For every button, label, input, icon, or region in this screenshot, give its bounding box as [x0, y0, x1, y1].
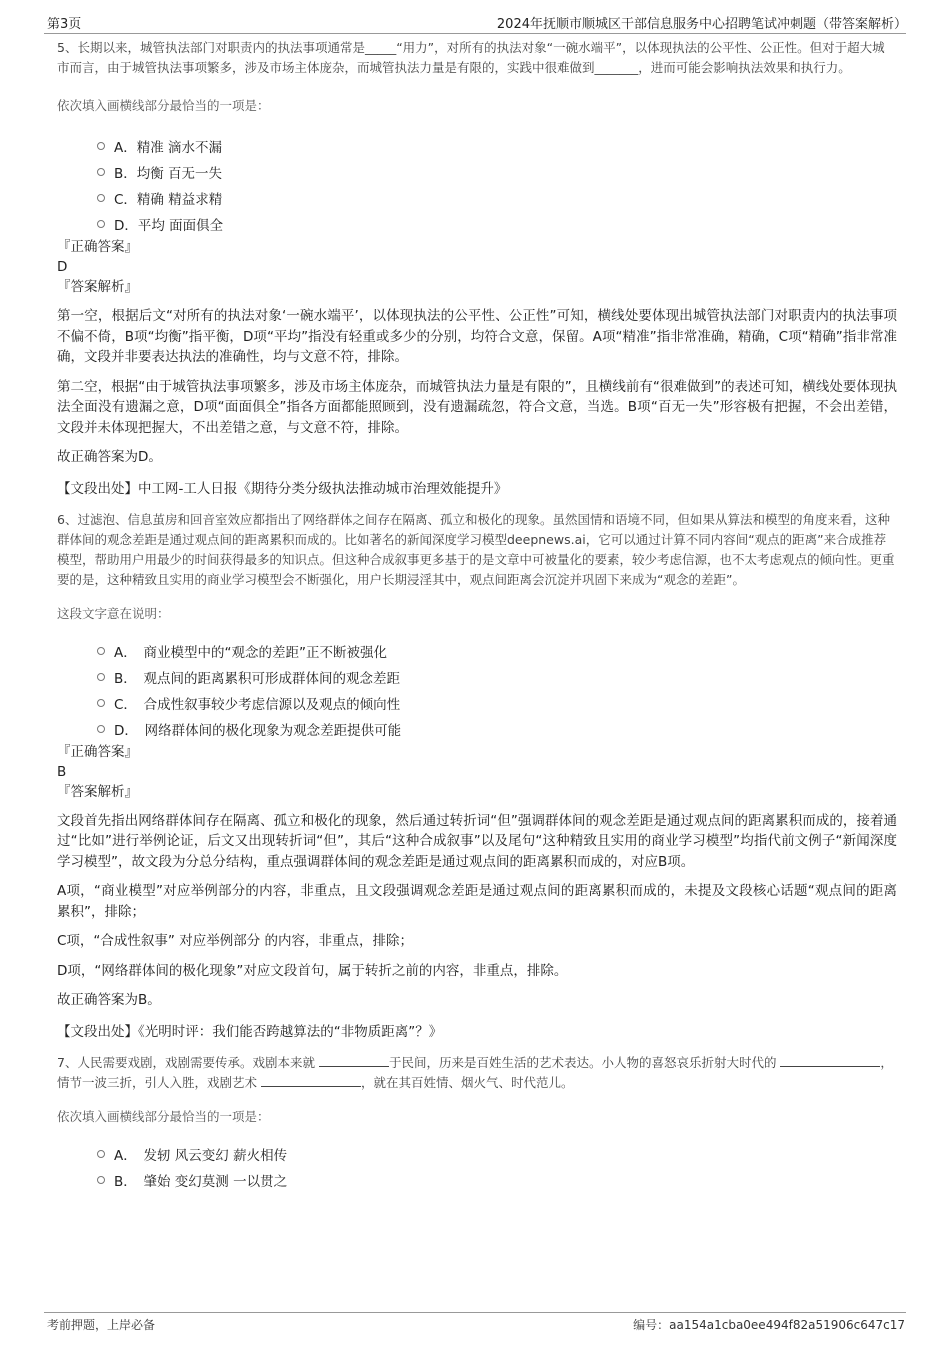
- option-c[interactable]: C．精确 精益求精: [57, 185, 897, 211]
- question-6-stem: 6、过滤泡、信息茧房和回音室效应都指出了网络群体之间存在隔离、孤立和极化的现象。虽然国情和语境不同，但如果从算法和模型的角度来看，这种群体间的观念差距是通过观点间的距离累积而成的。比如著名的新闻深度学习模型deepnews.ai，它可以通过计算不同内容间“观点的距离”来合成推荐模型，帮助用户用最少的时间获得最多的知识点。但这种合成叙事更多基于的是文章中可被量化的要素，较少考虑信源，也不太考虑观点的倾向性。更重要的是，这种精致且实用的商业学习模型会不断强化，用户长期浸淫其中，观点间距离会沉淀并巩固下来成为“观念的差距”。: [57, 511, 895, 587]
- document-id: 编号：aa154a1cba0ee494f82a51906c647c17: [633, 1318, 905, 1332]
- radio-icon[interactable]: [97, 142, 105, 150]
- radio-icon[interactable]: [97, 699, 105, 707]
- radio-icon[interactable]: [97, 725, 105, 733]
- analysis-paragraph: A项，“商业模型”对应举例部分的内容，非重点，且文段强调观念差距是通过观点间的距离累积而成的，未提及文段核心话题“观点间的距离累积”，排除；: [57, 883, 897, 920]
- question-7-options: [57, 1141, 897, 1193]
- correct-answer: B: [57, 763, 67, 780]
- analysis-label: 『答案解析』: [57, 783, 138, 800]
- footer-slogan: 考前押题，上岸必备: [47, 1318, 156, 1332]
- question-5-instruction: 依次填入画横线部分最恰当的一项是：: [57, 98, 270, 113]
- analysis-paragraph: 第一空，根据后文“对所有的执法对象‘一碗水端平’，以体现执法的公平性、公正性”可知，横线处要体现出城管执法部门对职责内的执法事项不偏不倚，B项“均衡”指平衡，D项“平均”指没有轻重或多少的分别，均符合文意，保留。A项“精准”指非常准确，精确，C项“精确”指非常准确，文段并非要表达执法的准确性，均与文意不符，排除。: [57, 308, 897, 365]
- correct-answer-label: 『正确答案』: [57, 743, 138, 760]
- radio-icon[interactable]: [97, 220, 105, 228]
- source-citation: 【文段出处】《光明时评：我们能否跨越算法的“非物质距离”？》: [57, 1023, 443, 1040]
- option-b[interactable]: B． 观点间的距离累积可形成群体间的观念差距: [57, 664, 897, 690]
- footer-divider: [44, 1312, 906, 1313]
- analysis-paragraph: C项，“合成性叙事” 对应举例部分 的内容，非重点，排除；: [57, 933, 413, 949]
- radio-icon[interactable]: [97, 647, 105, 655]
- question-6-options: [57, 638, 897, 742]
- radio-icon[interactable]: [97, 673, 105, 681]
- option-b[interactable]: B． 肇始 变幻莫测 一以贯之: [57, 1167, 897, 1193]
- page-number: 第3页: [47, 17, 82, 32]
- blank-1: [319, 1054, 389, 1067]
- option-d[interactable]: D． 网络群体间的极化现象为观念差距提供可能: [57, 716, 897, 742]
- analysis-conclusion: 故正确答案为D。: [57, 449, 162, 465]
- radio-icon[interactable]: [97, 1150, 105, 1158]
- header-divider: [44, 33, 906, 34]
- option-a[interactable]: A． 发轫 风云变幻 薪火相传: [57, 1141, 897, 1167]
- question-7-stem: 7、人民需要戏剧，戏剧需要传承。戏剧本来就 于民间，历来是百姓生活的艺术表达。小人物的喜怒哀乐折射大时代的 ，情节一波三折，引人入胜，戏剧艺术 ，就在其百姓情、烟火气、时代范儿。: [57, 1054, 893, 1090]
- option-a[interactable]: A． 商业模型中的“观念的差距”正不断被强化: [57, 638, 897, 664]
- analysis-paragraph: 文段首先指出网络群体间存在隔离、孤立和极化的现象，然后通过转折词“但”强调群体间的观念差距是通过观点间的距离累积而成的，接着通过“比如”进行举例论证，后文又出现转折词“但”，其后“这种合成叙事”以及尾句“这种精致且实用的商业学习模型”均指代前文例子“新闻深度学习模型”，故文段为分总分结构，重点强调群体间的观念差距是通过观点间的距离累积而成的，对应B项。: [57, 812, 897, 870]
- question-5-options: [57, 133, 897, 237]
- option-b[interactable]: B．均衡 百无一失: [57, 159, 897, 185]
- option-a[interactable]: A．精准 滴水不漏: [57, 133, 897, 159]
- question-5-stem: 5、长期以来，城管执法部门对职责内的执法事项通常是_____“用力”，对所有的执法对象“一碗水端平”，以体现执法的公平性、公正性。但对于超大城市而言，由于城管执法事项繁多，涉及市场主体庞杂，而城管执法力量是有限的，实践中很难做到_______，进而可能会影响执法效果和执行力。: [57, 40, 885, 75]
- page-footer: [0, 1305, 950, 1345]
- radio-icon[interactable]: [97, 194, 105, 202]
- option-c[interactable]: C． 合成性叙事较少考虑信源以及观点的倾向性: [57, 690, 897, 716]
- analysis-paragraph: D项，“网络群体间的极化现象”对应文段首句，属于转折之前的内容，非重点，排除。: [57, 962, 568, 979]
- question-7-instruction: 依次填入画横线部分最恰当的一项是：: [57, 1108, 270, 1124]
- blank-2: [780, 1054, 880, 1067]
- blank-3: [261, 1074, 361, 1087]
- correct-answer-label: 『正确答案』: [57, 239, 138, 255]
- analysis-label: 『答案解析』: [57, 279, 138, 295]
- document-body: [57, 38, 897, 1193]
- radio-icon[interactable]: [97, 1176, 105, 1184]
- analysis-conclusion: 故正确答案为B。: [57, 992, 161, 1008]
- correct-answer: D: [57, 259, 68, 275]
- analysis-paragraph: 第二空，根据“由于城管执法事项繁多，涉及市场主体庞杂，而城管执法力量是有限的”，且横线前有“很难做到”的表述可知，横线处要体现执法全面没有遗漏之意，D项“面面俱全”指各方面都能照顾到，没有遗漏疏忽，符合文意，当选。B项“百无一失”形容极有把握，不会出差错，文段并未体现把握大，不出差错之意，与文意不符，排除。: [57, 378, 897, 436]
- option-d[interactable]: D．平均 面面俱全: [57, 211, 897, 237]
- question-6-instruction: 这段文字意在说明：: [57, 605, 170, 621]
- document-title: 2024年抚顺市顺城区干部信息服务中心招聘笔试冲刺题（带答案解析）: [496, 17, 907, 32]
- page-header: [0, 0, 950, 36]
- radio-icon[interactable]: [97, 168, 105, 176]
- source-citation: 【文段出处】中工网-工人日报《期待分类分级执法推动城市治理效能提升》: [57, 480, 508, 497]
